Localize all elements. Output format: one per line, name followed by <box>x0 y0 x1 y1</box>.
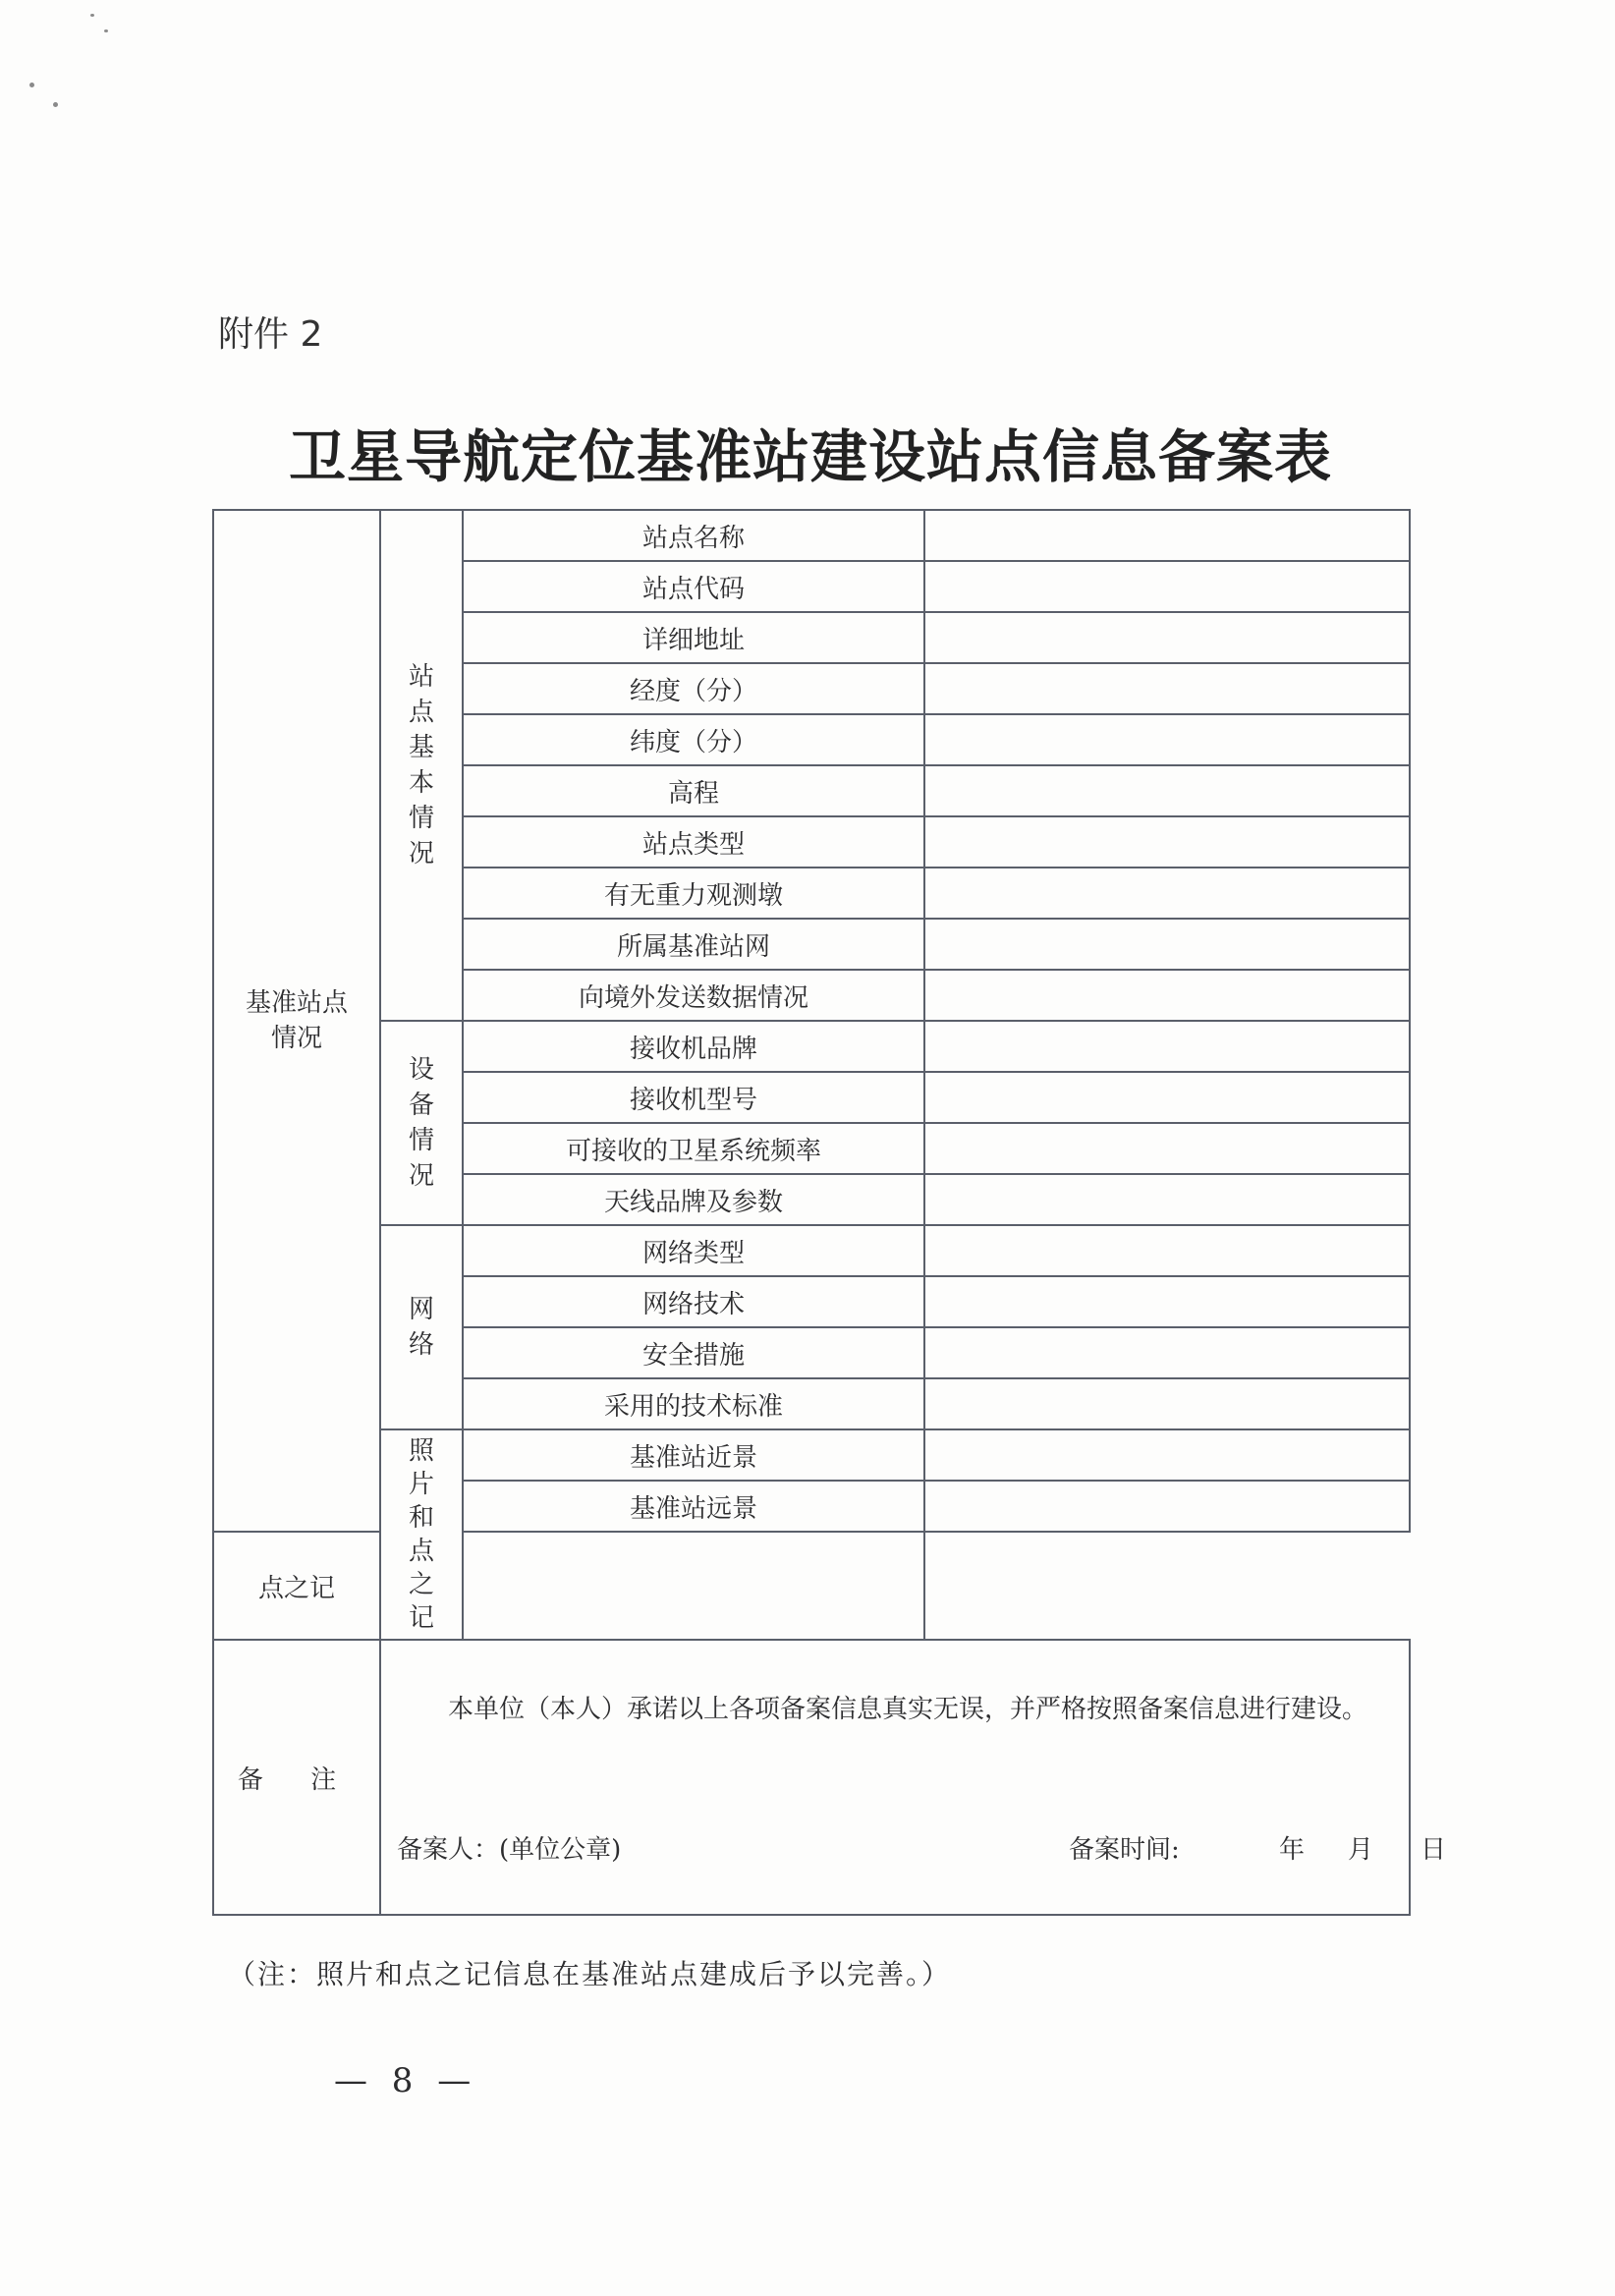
footnote: （注：照片和点之记信息在基准站点建成后予以完善。） <box>228 1958 952 1990</box>
field-label: 有无重力观测墩 <box>463 868 924 919</box>
field-value-cell[interactable] <box>924 1225 1410 1276</box>
field-label: 基准站远景 <box>463 1481 924 1532</box>
pledge-text: 本单位（本人）承诺以上各项备案信息真实无误，并严格按照备案信息进行建设。 <box>448 1695 1368 1724</box>
group-photos-cell <box>380 1429 463 1640</box>
field-value-cell[interactable] <box>924 1072 1410 1123</box>
scan-speck <box>53 102 58 107</box>
field-value-cell[interactable] <box>924 561 1410 612</box>
field-value-cell[interactable] <box>924 714 1410 765</box>
group-equipment-label: 设备情况 <box>409 1055 435 1191</box>
field-value-cell[interactable] <box>924 868 1410 919</box>
field-value-cell[interactable] <box>924 970 1410 1021</box>
field-label: 高程 <box>463 765 924 816</box>
field-label: 网络技术 <box>463 1276 924 1327</box>
group-basic-label: 站点基本情况 <box>409 662 435 868</box>
field-value-cell[interactable] <box>924 1481 1410 1532</box>
group-network-cell <box>380 1225 463 1429</box>
field-value-cell[interactable] <box>924 1276 1410 1327</box>
field-label: 纬度（分） <box>463 714 924 765</box>
field-value-cell[interactable] <box>924 1327 1410 1378</box>
field-label: 网络类型 <box>463 1225 924 1276</box>
scan-speck <box>29 83 34 87</box>
form-title: 卫星导航定位基准站建设站点信息备案表 <box>288 423 1332 490</box>
attachment-label: 附件 2 <box>218 314 323 355</box>
group-photos-label: 照片和点之记 <box>409 1436 435 1633</box>
field-label: 所属基准站网 <box>463 919 924 970</box>
field-label: 天线品牌及参数 <box>463 1174 924 1225</box>
main-category-cell <box>213 510 380 1532</box>
field-value-cell[interactable] <box>463 1532 924 1640</box>
field-label: 接收机型号 <box>463 1072 924 1123</box>
field-value-cell[interactable] <box>924 765 1410 816</box>
field-label: 站点类型 <box>463 816 924 868</box>
field-label: 接收机品牌 <box>463 1021 924 1072</box>
main-category-label: 基准站点情况 <box>246 988 349 1053</box>
field-value-cell[interactable] <box>924 816 1410 868</box>
field-label: 向境外发送数据情况 <box>463 970 924 1021</box>
group-equipment-cell <box>380 1021 463 1225</box>
field-label: 可接收的卫星系统频率 <box>463 1123 924 1174</box>
page-number: — 8 — <box>334 2061 472 2100</box>
scan-speck <box>104 29 108 32</box>
field-value-cell[interactable] <box>924 1021 1410 1072</box>
group-network-label: 网络 <box>409 1295 435 1360</box>
field-value-cell[interactable] <box>924 612 1410 663</box>
field-value-cell[interactable] <box>924 510 1410 561</box>
field-label: 详细地址 <box>463 612 924 663</box>
year-label: 年 <box>1279 1835 1306 1865</box>
month-label: 月 <box>1348 1835 1374 1865</box>
field-label: 站点名称 <box>463 510 924 561</box>
field-value-cell[interactable] <box>924 1429 1410 1481</box>
field-value-cell[interactable] <box>924 919 1410 970</box>
day-label: 日 <box>1420 1835 1447 1865</box>
field-label: 点之记 <box>213 1532 380 1640</box>
scan-speck <box>90 14 94 17</box>
field-value-cell[interactable] <box>924 1123 1410 1174</box>
field-value-cell[interactable] <box>924 1174 1410 1225</box>
filer-label: 备案人：(单位公章) <box>397 1835 622 1865</box>
field-label: 基准站近景 <box>463 1429 924 1481</box>
field-label: 安全措施 <box>463 1327 924 1378</box>
field-value-cell[interactable] <box>924 663 1410 714</box>
remarks-label: 备 注 <box>213 1640 380 1915</box>
group-basic-cell <box>380 510 463 1021</box>
filing-form-table <box>212 509 1447 1916</box>
field-label: 站点代码 <box>463 561 924 612</box>
filing-time-label: 备案时间: <box>1069 1835 1180 1865</box>
remarks-cell <box>380 1640 1447 1915</box>
field-value-cell[interactable] <box>924 1378 1410 1429</box>
field-label: 经度（分） <box>463 663 924 714</box>
field-label: 采用的技术标准 <box>463 1378 924 1429</box>
